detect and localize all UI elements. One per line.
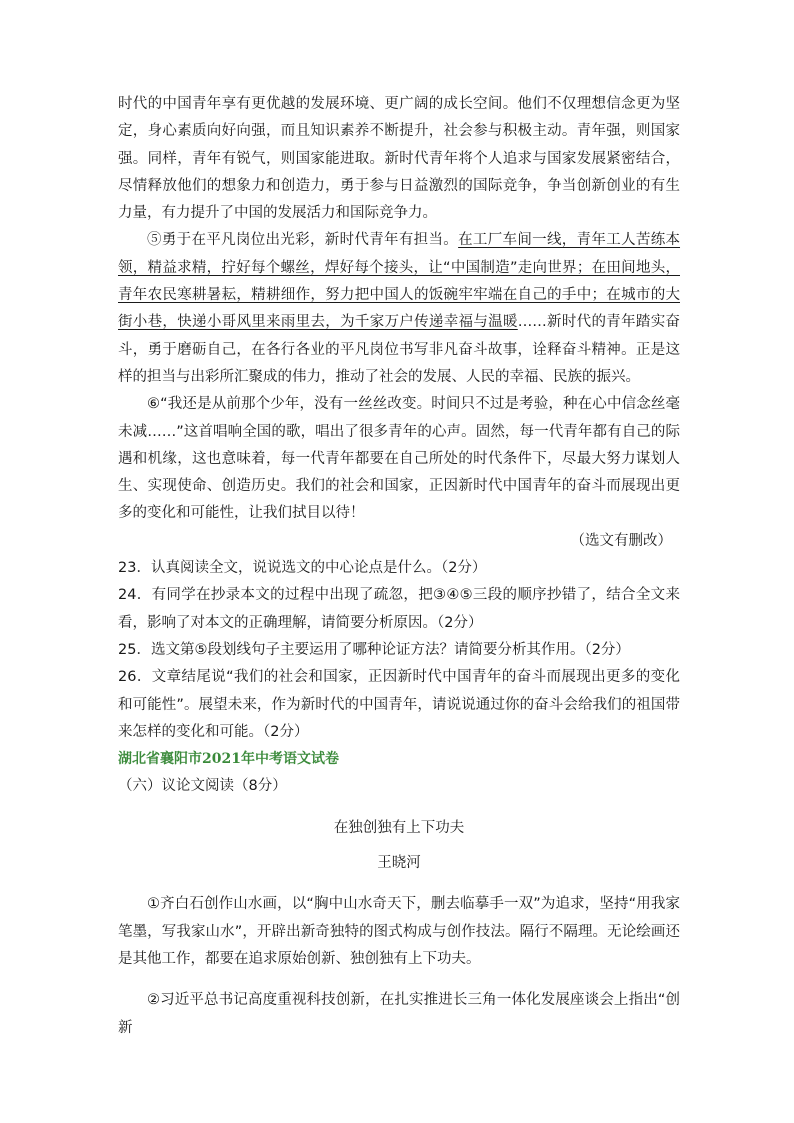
question-23: 23．认真阅读全文，说说选文的中心论点是什么。（2分） <box>118 560 487 577</box>
question-26: 26．文章结尾说“我们的社会和国家，正因新时代中国青年的奋斗而展现出更多的变化和可能性”。展望未来，作为新时代的中国青年，请说说通过你的奋斗会给我们的祖国带来怎样的变化和可能。（2分） <box>118 669 680 740</box>
document-body <box>118 91 680 1042</box>
paragraph-continued: 时代的中国青年享有更优越的发展环境、更广阔的成长空间。他们不仅理想信念更为坚定，身心素质向好向强，而且知识素养不断提升，社会参与积极主动。青年强，则国家强。同样，青年有锐气，则国家能进取。新时代青年将个人追求与国家发展紧密结合，尽情释放他们的想象力和创造力，勇于参与日益激烈的国际竞争，争当创新创业的有生力量，有力提升了中国的发展活力和国际竞争力。 <box>118 96 680 222</box>
question-24: 24．有同学在抄录本文的过程中出现了疏忽，把③④⑤三段的顺序抄错了，结合全文来看，影响了对本文的正确理解，请简要分析原因。（2分） <box>118 587 680 631</box>
question-25: 25．选文第⑤段划线句子主要运用了哪种论证方法？请简要分析其作用。（2分） <box>118 641 630 658</box>
paragraph-6: ⑥“我还是从前那个少年，没有一丝丝改变。时间只不过是考验，种在心中信念丝毫未减……”这首唱响全国的歌，唱出了很多青年的心声。固然，每一代青年都有自己的际遇和机缘，这也意味着，每一代青年都要在自己所处的时代条件下，尽最大努力谋划人生、实现使命、创造历史。我们的社会和国家，正因新时代中国青年的奋斗而展现出更多的变化和可能性，让我们拭目以待！ <box>118 396 680 522</box>
article-paragraph-1: ①齐白石创作山水画，以“胸中山水奇天下，删去临摹手一双”为追求，坚持“用我家笔墨，写我家山水”，开辟出新奇独特的图式构成与创作技法。隔行不隔理。无论绘画还是其他工作，都要在追求原始创新、独创独有上下功夫。 <box>118 896 680 967</box>
excerpt-note: （选文有删改） <box>570 532 672 549</box>
article-paragraph-2: ②习近平总书记高度重视科技创新，在扎实推进长三角一体化发展座谈会上指出“创新 <box>118 992 680 1036</box>
article-title: 在独创独有上下功夫 <box>333 819 465 836</box>
article-author: 王晓河 <box>377 855 421 872</box>
paragraph-5-rest: ……新时代的青年踏实奋斗，勇于磨砺自己，在各行各业的平凡岗位书写非凡奋斗故事，诠释奋斗精神。正是这样的担当与出彩所汇聚成的伟力，推动了社会的发展、人民的幸福、民族的振兴。 <box>118 314 680 385</box>
exam-source-title: 湖北省襄阳市2021年中考语文试卷 <box>118 751 339 768</box>
paragraph-5 <box>118 227 680 391</box>
paragraph-5-underlined-sentence: 在工厂车间一线，青年工人苦练本领，精益求精，拧好每个螺丝，焊好每个接头，让“中国制造”走向世界；在田间地头，青年农民寒耕暑耘，精耕细作，努力把中国人的饭碗牢牢端在自己的手中；在城市的大街小巷，快递小哥风里来雨里去，为千家万户传递幸福与温暖 <box>118 232 681 331</box>
paragraph-5-lead: ⑤勇于在平凡岗位出光彩，新时代青年有担当。 <box>147 232 459 249</box>
section-heading: （六）议论文阅读（8分） <box>118 778 287 795</box>
